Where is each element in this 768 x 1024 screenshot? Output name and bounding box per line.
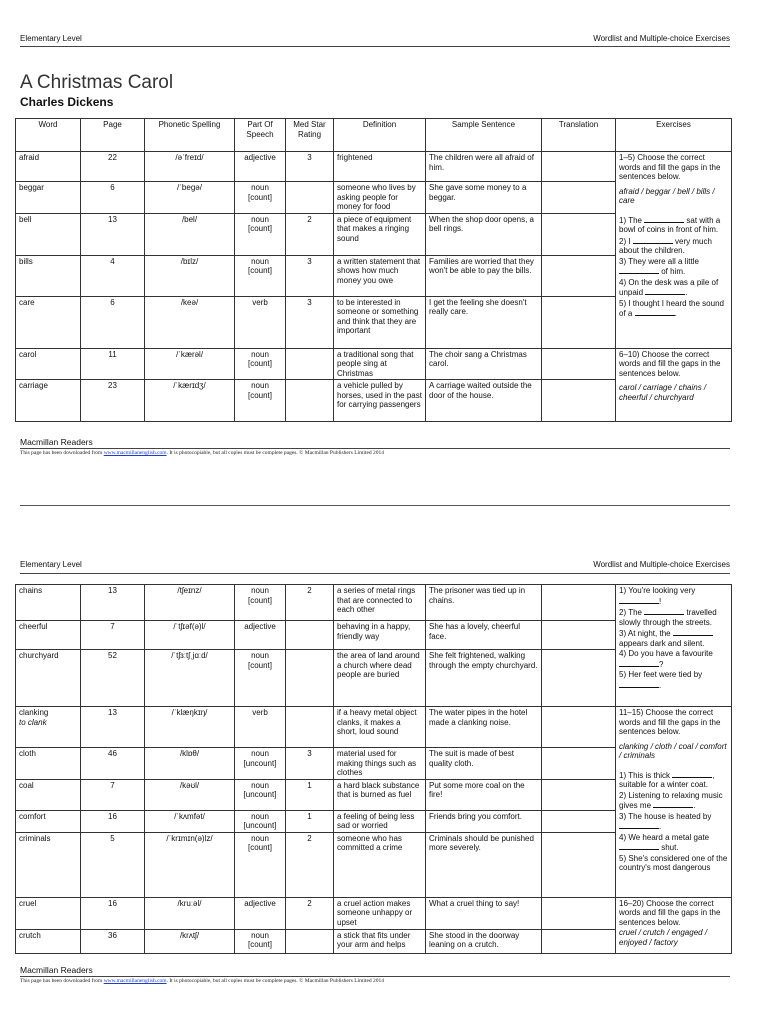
word-cell: cruel xyxy=(16,897,81,929)
sentence-cell: Families are worried that they won't be able to pay the bills. xyxy=(426,255,542,296)
translation-cell[interactable] xyxy=(542,182,616,214)
definition-cell: to be interested in someone or something and think that they are important xyxy=(334,296,426,348)
table-row xyxy=(16,707,732,748)
table-row xyxy=(16,897,732,929)
page-cell: 7 xyxy=(81,779,145,810)
sentence-cell: She gave some money to a beggar. xyxy=(426,182,542,214)
star-cell: 3 xyxy=(286,748,334,780)
exercise-item: 4) On the desk was a pile of unpaid . xyxy=(619,277,719,297)
section-label: Wordlist and Multiple-choice Exercises xyxy=(593,34,730,43)
exercise-cell-1-5 xyxy=(616,152,732,349)
answer-blank[interactable] xyxy=(619,266,659,274)
translation-cell[interactable] xyxy=(542,348,616,380)
page-cell: 36 xyxy=(81,929,145,953)
sentence-cell: She felt frightened, walking through the empty churchyard. xyxy=(426,650,542,707)
pos-cell: noun [uncount] xyxy=(235,748,286,780)
star-cell: 2 xyxy=(286,897,334,929)
word-cell: chains xyxy=(16,585,81,621)
definition-cell: the area of land around a church where dead people are buried xyxy=(334,650,426,707)
footer-rule xyxy=(20,976,730,977)
header-rule xyxy=(20,46,730,47)
translation-cell[interactable] xyxy=(542,832,616,897)
translation-cell[interactable] xyxy=(542,152,616,182)
footer-label: Macmillan Readers xyxy=(20,965,93,975)
column-header: Sample Sentence xyxy=(426,119,542,152)
translation-cell[interactable] xyxy=(542,213,616,255)
answer-blank[interactable] xyxy=(619,659,659,667)
star-cell xyxy=(286,707,334,748)
exercise-word-bank: cruel / crutch / engaged / enjoyed / factory xyxy=(619,928,708,947)
exercise-intro: 16–20) Choose the correct words and fill the gaps in the sentences below. xyxy=(619,898,721,927)
phonetic-cell: /tʃeɪnz/ xyxy=(145,585,235,621)
exercise-item: 4) Do you have a favourite ? xyxy=(619,649,713,669)
page-separator xyxy=(20,505,730,506)
sentence-cell: The prisoner was tied up in chains. xyxy=(426,585,542,621)
page-one xyxy=(0,0,768,500)
pos-cell: adjective xyxy=(235,621,286,650)
book-title: A Christmas Carol xyxy=(20,72,174,93)
definition-cell: if a heavy metal object clanks, it makes a short, loud sound xyxy=(334,707,426,748)
translation-cell[interactable] xyxy=(542,929,616,953)
pos-cell: adjective xyxy=(235,897,286,929)
page-cell: 52 xyxy=(81,650,145,707)
column-header: Translation xyxy=(542,119,616,152)
answer-blank[interactable] xyxy=(672,770,712,778)
pos-cell: verb xyxy=(235,707,286,748)
translation-cell[interactable] xyxy=(542,707,616,748)
page-cell: 4 xyxy=(81,255,145,296)
exercise-item: 5) She's considered one of the country's most dangerous xyxy=(619,853,728,872)
pos-cell: noun [count] xyxy=(235,832,286,897)
book-author: Charles Dickens xyxy=(20,95,114,109)
page-cell: 22 xyxy=(81,152,145,182)
phonetic-cell: /ˈkrɪmɪn(ə)lz/ xyxy=(145,832,235,897)
page-cell: 7 xyxy=(81,621,145,650)
footer-note: This page has been downloaded from www.macmillanenglish.com. It is photocopiable, but all copies must be complete pages. © Macmillan Publishers Limited 2014 xyxy=(20,978,385,984)
word-cell: bell xyxy=(16,213,81,255)
word-cell: beggar xyxy=(16,182,81,214)
column-header: Word xyxy=(16,119,81,152)
star-cell: 3 xyxy=(286,255,334,296)
exercise-item: 3) The house is heated by . xyxy=(619,811,712,831)
answer-blank[interactable] xyxy=(645,287,685,295)
column-header: Definition xyxy=(334,119,426,152)
exercise-item: 1) The sat with a bowl of coins in front of him. xyxy=(619,215,721,234)
level-label: Elementary Level xyxy=(20,34,82,43)
sentence-cell: Friends bring you comfort. xyxy=(426,810,542,832)
footer-rule xyxy=(20,448,730,449)
macmillan-link[interactable]: www.macmillanenglish.com xyxy=(103,978,167,984)
page-header xyxy=(20,560,730,569)
sentence-cell: Put some more coal on the fire! xyxy=(426,779,542,810)
definition-cell: a series of metal rings that are connected to each other xyxy=(334,585,426,621)
exercise-word-bank: clanking / cloth / coal / comfort / criminals xyxy=(619,741,727,760)
answer-blank[interactable] xyxy=(644,215,684,223)
word-cell: bills xyxy=(16,255,81,296)
star-cell xyxy=(286,650,334,707)
star-cell xyxy=(286,621,334,650)
phonetic-cell: /ˈklæŋkɪŋ/ xyxy=(145,707,235,748)
phonetic-cell: /krʌtʃ/ xyxy=(145,929,235,953)
translation-cell[interactable] xyxy=(542,380,616,422)
definition-cell: a hard black substance that is burned as fuel xyxy=(334,779,426,810)
level-label: Elementary Level xyxy=(20,560,82,569)
answer-blank[interactable] xyxy=(653,800,693,808)
page-cell: 46 xyxy=(81,748,145,780)
star-cell: 3 xyxy=(286,152,334,182)
phonetic-cell: /ˈkærɪdʒ/ xyxy=(145,380,235,422)
translation-cell[interactable] xyxy=(542,779,616,810)
phonetic-cell: /ˈkʌmfət/ xyxy=(145,810,235,832)
page-cell: 5 xyxy=(81,832,145,897)
exercise-item: 2) I very much about the children. xyxy=(619,236,712,255)
word-cell: coal xyxy=(16,779,81,810)
pos-cell: noun [count] xyxy=(235,650,286,707)
translation-cell[interactable] xyxy=(542,897,616,929)
exercise-intro: 6–10) Choose the correct words and fill the gaps in the sentences below. xyxy=(619,349,721,378)
answer-blank[interactable] xyxy=(619,821,659,829)
page-cell: 6 xyxy=(81,296,145,348)
star-cell xyxy=(286,380,334,422)
phonetic-cell: /əˈfreɪd/ xyxy=(145,152,235,182)
translation-cell[interactable] xyxy=(542,255,616,296)
phonetic-cell: /kəʊl/ xyxy=(145,779,235,810)
wordlist-table-page-two xyxy=(15,584,732,954)
pos-cell: adjective xyxy=(235,152,286,182)
answer-blank[interactable] xyxy=(633,236,673,244)
exercise-cell-16-20 xyxy=(616,897,732,953)
star-cell: 2 xyxy=(286,585,334,621)
page-cell: 13 xyxy=(81,213,145,255)
exercise-item: 2) Listening to relaxing music gives me . xyxy=(619,790,723,810)
star-cell: 3 xyxy=(286,296,334,348)
definition-cell: a written statement that shows how much money you owe xyxy=(334,255,426,296)
answer-blank[interactable] xyxy=(619,680,659,688)
table-header-row xyxy=(16,119,732,152)
phonetic-cell: /bel/ xyxy=(145,213,235,255)
translation-cell[interactable] xyxy=(542,296,616,348)
exercise-word-bank: carol / carriage / chains / cheerful / churchyard xyxy=(619,383,707,402)
page-cell: 23 xyxy=(81,380,145,422)
exercise-item: 1) This is thick , suitable for a winter coat. xyxy=(619,770,715,789)
page-cell: 6 xyxy=(81,182,145,214)
column-header: Part Of Speech xyxy=(235,119,286,152)
exercise-item: 3) They were all a little of him. xyxy=(619,256,699,276)
pos-cell: noun [count] xyxy=(235,255,286,296)
translation-cell[interactable] xyxy=(542,748,616,780)
star-cell xyxy=(286,929,334,953)
pos-cell: noun [count] xyxy=(235,929,286,953)
answer-blank[interactable] xyxy=(673,628,713,636)
section-label: Wordlist and Multiple-choice Exercises xyxy=(593,560,730,569)
page-cell: 13 xyxy=(81,707,145,748)
column-header: Phonetic Spelling xyxy=(145,119,235,152)
exercise-items-6-10 xyxy=(616,585,732,707)
exercise-item: 2) The travelled slowly through the streets. xyxy=(619,608,717,627)
translation-cell[interactable] xyxy=(542,585,616,621)
word-cell: clanking to clank xyxy=(16,707,81,748)
page-cell: 11 xyxy=(81,348,145,380)
exercise-item: 4) We heard a metal gate shut. xyxy=(619,832,710,852)
page-two xyxy=(0,520,768,1024)
sentence-cell: She stood in the doorway leaning on a crutch. xyxy=(426,929,542,953)
macmillan-link[interactable]: www.macmillanenglish.com xyxy=(103,450,167,456)
page-header xyxy=(20,34,730,43)
definition-cell: someone who has committed a crime xyxy=(334,832,426,897)
table-row xyxy=(16,585,732,621)
translation-cell[interactable] xyxy=(542,621,616,650)
phonetic-cell: /ˈtʃɪəf(ə)l/ xyxy=(145,621,235,650)
translation-cell[interactable] xyxy=(542,810,616,832)
word-cell: cheerful xyxy=(16,621,81,650)
exercise-item: 3) At night, the appears dark and silent. xyxy=(619,628,728,648)
answer-blank[interactable] xyxy=(619,842,659,850)
definition-cell: a piece of equipment that makes a ringing sound xyxy=(334,213,426,255)
sentence-cell: A carriage waited outside the door of the house. xyxy=(426,380,542,422)
table-row xyxy=(16,348,732,380)
answer-blank[interactable] xyxy=(644,607,684,615)
definition-cell: behaving in a happy, friendly way xyxy=(334,621,426,650)
answer-blank[interactable] xyxy=(619,596,659,604)
column-header: Page xyxy=(81,119,145,152)
pos-cell: noun [uncount] xyxy=(235,810,286,832)
page-cell: 16 xyxy=(81,810,145,832)
exercise-cell-6-10 xyxy=(616,348,732,422)
word-cell: comfort xyxy=(16,810,81,832)
sentence-cell: The children were all afraid of him. xyxy=(426,152,542,182)
sentence-cell: The water pipes in the hotel made a clanking noise. xyxy=(426,707,542,748)
star-cell: 1 xyxy=(286,810,334,832)
base-form-label: to clank xyxy=(19,717,47,727)
header-rule xyxy=(20,573,730,574)
star-cell: 1 xyxy=(286,779,334,810)
word-cell: care xyxy=(16,296,81,348)
answer-blank[interactable] xyxy=(635,308,675,316)
sentence-cell: The suit is made of best quality cloth. xyxy=(426,748,542,780)
phonetic-cell: /keə/ xyxy=(145,296,235,348)
phonetic-cell: /ˈkærəl/ xyxy=(145,348,235,380)
exercise-item: 5) I thought I heard the sound of a . xyxy=(619,298,724,318)
pos-cell: verb xyxy=(235,296,286,348)
wordlist-table-page-one xyxy=(15,118,732,422)
word-cell: carol xyxy=(16,348,81,380)
pos-cell: noun [count] xyxy=(235,182,286,214)
definition-cell: a vehicle pulled by horses, used in the past for carrying passengers xyxy=(334,380,426,422)
pos-cell: noun [count] xyxy=(235,380,286,422)
page-cell: 13 xyxy=(81,585,145,621)
star-cell xyxy=(286,348,334,380)
phonetic-cell: /ˈtʃɜːtʃˌjɑːd/ xyxy=(145,650,235,707)
footer-note: This page has been downloaded from www.macmillanenglish.com. It is photocopiable, but all copies must be complete pages. © Macmillan Publishers Limited 2014 xyxy=(20,450,385,456)
sentence-cell: The choir sang a Christmas carol. xyxy=(426,348,542,380)
sentence-cell: Criminals should be punished more severely. xyxy=(426,832,542,897)
definition-cell: a cruel action makes someone unhappy or upset xyxy=(334,897,426,929)
pos-cell: noun [count] xyxy=(235,213,286,255)
table-row xyxy=(16,152,732,182)
exercise-word-bank: afraid / beggar / bell / bills / care xyxy=(619,186,715,205)
footer-label: Macmillan Readers xyxy=(20,437,93,447)
definition-cell: someone who lives by asking people for money for food xyxy=(334,182,426,214)
star-cell: 2 xyxy=(286,832,334,897)
phonetic-cell: /klɒθ/ xyxy=(145,748,235,780)
column-header: Med Star Rating xyxy=(286,119,334,152)
pos-cell: noun [uncount] xyxy=(235,779,286,810)
pos-cell: noun [count] xyxy=(235,348,286,380)
exercise-item: 1) You're looking very ! xyxy=(619,586,696,606)
page-cell: 16 xyxy=(81,897,145,929)
word-cell: cloth xyxy=(16,748,81,780)
word-cell: afraid xyxy=(16,152,81,182)
exercise-item: 5) Her feet were tied by . xyxy=(619,670,703,690)
word-cell: carriage xyxy=(16,380,81,422)
word-cell: churchyard xyxy=(16,650,81,707)
exercise-intro: 1–5) Choose the correct words and fill the gaps in the sentences below. xyxy=(619,153,721,181)
definition-cell: frightened xyxy=(334,152,426,182)
definition-cell: a traditional song that people sing at Christmas xyxy=(334,348,426,380)
definition-cell: material used for making things such as clothes xyxy=(334,748,426,780)
definition-cell: a feeling of being less sad or worried xyxy=(334,810,426,832)
word-cell: criminals xyxy=(16,832,81,897)
phonetic-cell: /ˈbegə/ xyxy=(145,182,235,214)
sentence-cell: I get the feeling she doesn't really care. xyxy=(426,296,542,348)
star-cell: 2 xyxy=(286,213,334,255)
phonetic-cell: /kruːəl/ xyxy=(145,897,235,929)
sentence-cell: What a cruel thing to say! xyxy=(426,897,542,929)
exercise-intro: 11–15) Choose the correct words and fill the gaps in the sentences below. xyxy=(619,708,721,736)
phonetic-cell: /bɪlz/ xyxy=(145,255,235,296)
pos-cell: noun [count] xyxy=(235,585,286,621)
definition-cell: a stick that fits under your arm and helps xyxy=(334,929,426,953)
exercise-cell-11-15 xyxy=(616,707,732,898)
sentence-cell: When the shop door opens, a bell rings. xyxy=(426,213,542,255)
sentence-cell: She has a lovely, cheerful face. xyxy=(426,621,542,650)
star-cell xyxy=(286,182,334,214)
column-header: Exercises xyxy=(616,119,732,152)
word-cell: crutch xyxy=(16,929,81,953)
translation-cell[interactable] xyxy=(542,650,616,707)
